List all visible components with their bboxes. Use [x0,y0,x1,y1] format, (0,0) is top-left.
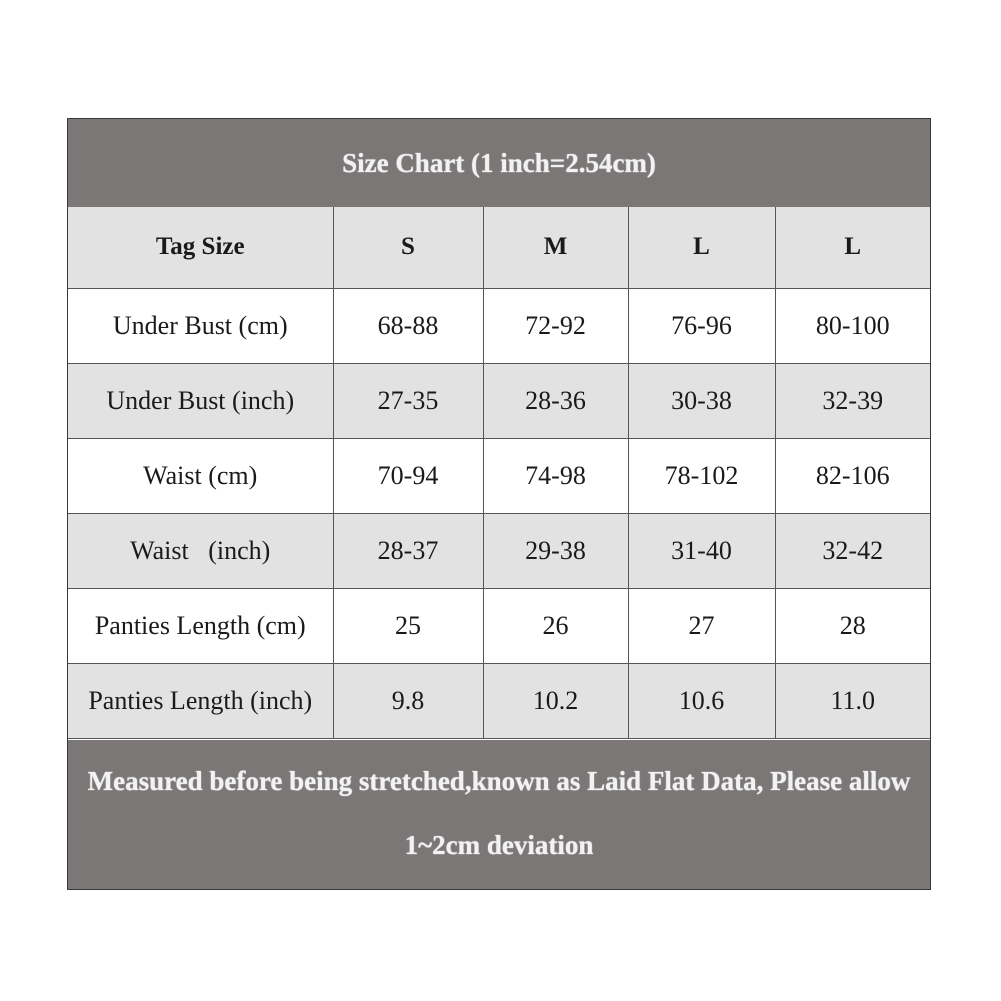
table-cell: 9.8 [333,663,483,738]
header-cell-size: L [628,207,775,288]
header-cell-size: S [333,207,483,288]
table-cell: 74-98 [483,438,628,513]
size-table [68,207,930,739]
table-cell: 30-38 [628,363,775,438]
row-label: Waist (inch) [68,513,333,588]
table-cell: 76-96 [628,288,775,363]
table-cell: 28-36 [483,363,628,438]
table-cell: 68-88 [333,288,483,363]
table-cell: 72-92 [483,288,628,363]
table-cell: 25 [333,588,483,663]
row-label: Under Bust (cm) [68,288,333,363]
note-line-2: 1~2cm deviation [404,830,594,860]
table-row [68,588,930,663]
table-cell: 11.0 [775,663,930,738]
table-row [68,513,930,588]
table-cell: 28 [775,588,930,663]
row-label: Panties Length (inch) [68,663,333,738]
chart-title: Size Chart (1 inch=2.54cm) [68,119,930,207]
table-cell: 82-106 [775,438,930,513]
table-cell: 32-42 [775,513,930,588]
table-row [68,363,930,438]
note-line-1: Measured before being stretched,known as Laid Flat Data, Please allow [87,766,911,796]
row-label: Panties Length (cm) [68,588,333,663]
row-label: Waist (cm) [68,438,333,513]
table-cell: 78-102 [628,438,775,513]
table-cell: 28-37 [333,513,483,588]
header-cell-tag-size: Tag Size [68,207,333,288]
table-row [68,288,930,363]
table-cell: 80-100 [775,288,930,363]
header-cell-size: L [775,207,930,288]
header-cell-size: M [483,207,628,288]
table-cell: 70-94 [333,438,483,513]
table-cell: 27 [628,588,775,663]
table-cell: 31-40 [628,513,775,588]
table-cell: 32-39 [775,363,930,438]
measurement-note [68,740,930,889]
table-cell: 29-38 [483,513,628,588]
row-label: Under Bust (inch) [68,363,333,438]
table-cell: 10.2 [483,663,628,738]
table-header-row [68,207,930,288]
size-chart [67,118,931,890]
table-cell: 10.6 [628,663,775,738]
table-cell: 27-35 [333,363,483,438]
table-row [68,438,930,513]
table-row [68,663,930,738]
table-cell: 26 [483,588,628,663]
